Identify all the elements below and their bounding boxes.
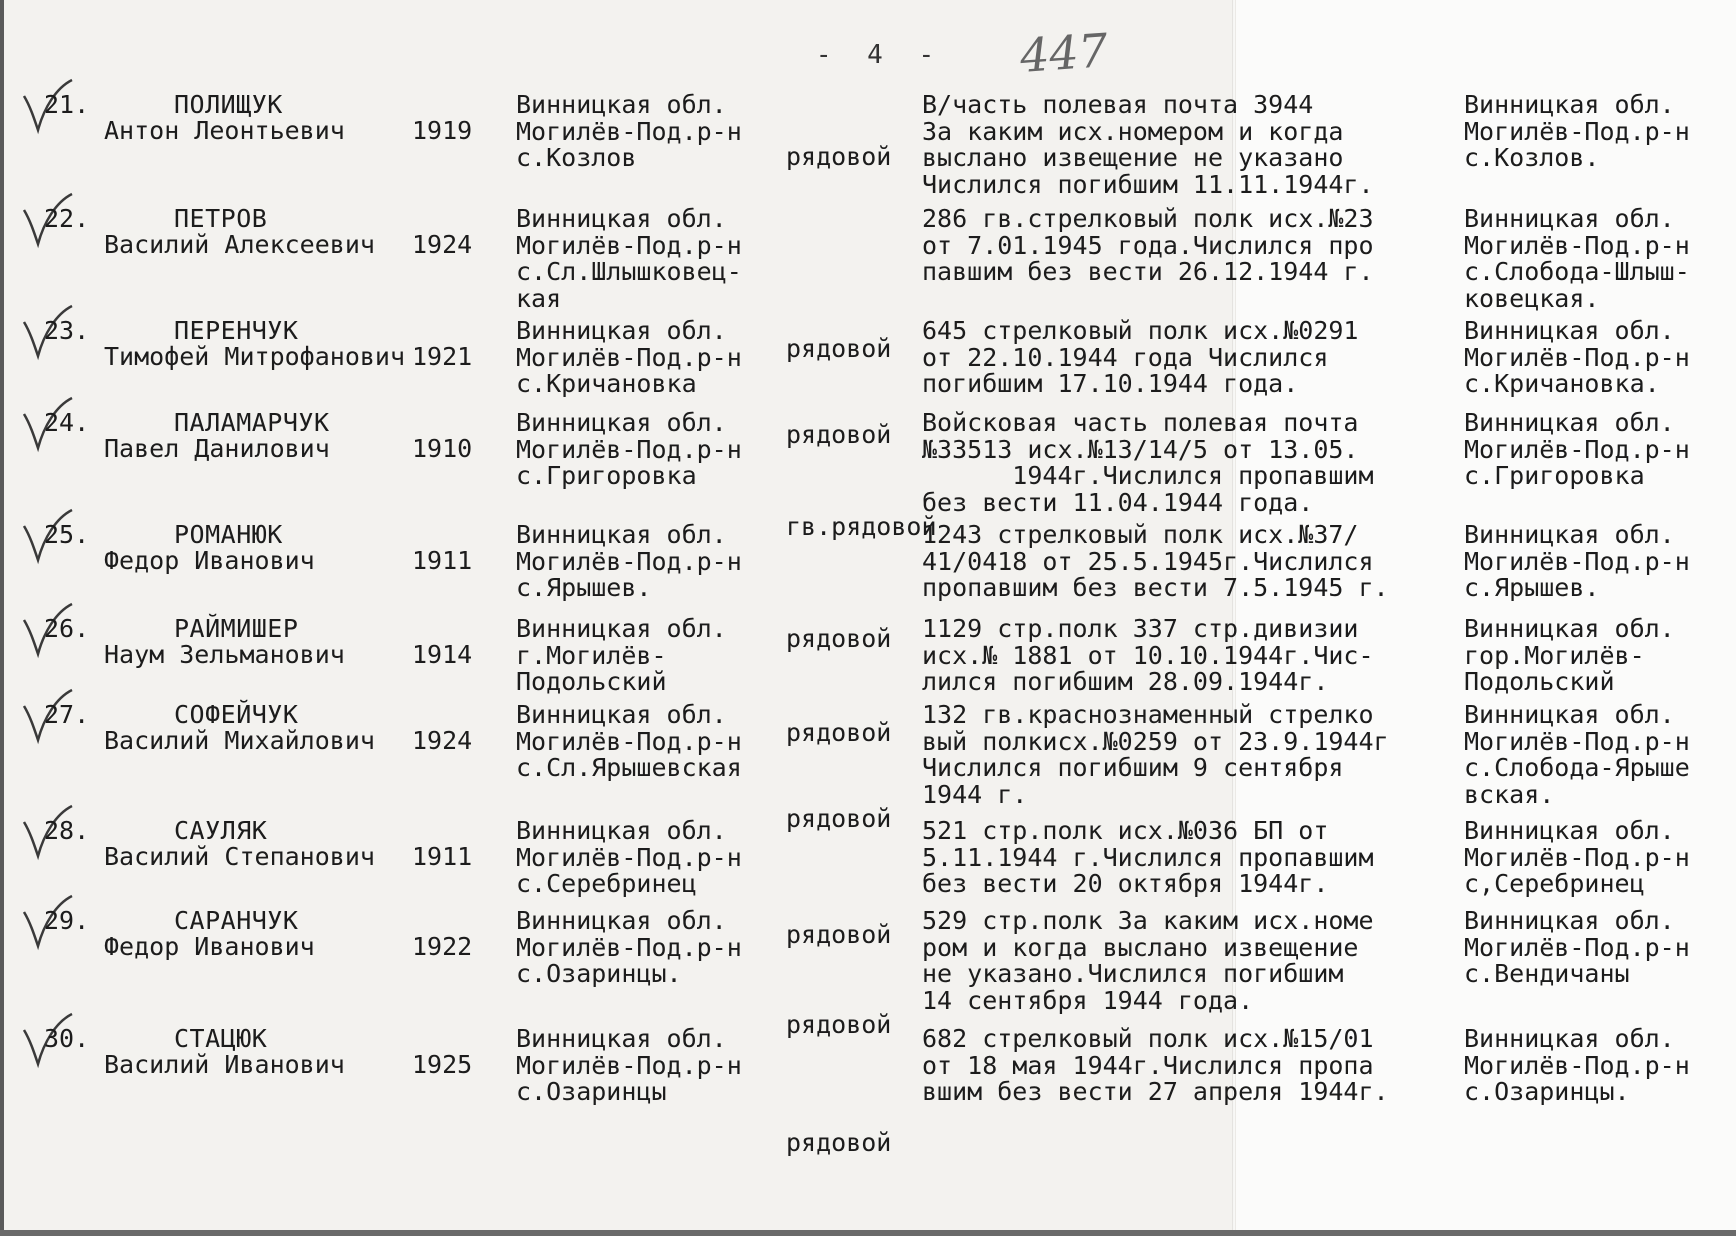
entry-birth-year: 1921	[412, 342, 473, 371]
entry-given-names: Василий Степанович	[104, 842, 375, 871]
entry-notice-text: Войсковая часть полевая почта №33513 исх.№13/14/5 от 13.05. 1944г.Числился пропавшим без вести 11.04.1944 года.	[922, 408, 1374, 517]
entry-given-names: Павел Данилович	[104, 434, 330, 463]
entry-birth-year: 1924	[412, 726, 473, 755]
scan-edge-bottom	[0, 1230, 1736, 1236]
entry-given-names: Василий Михайлович	[104, 726, 375, 755]
entry-birth-year: 1911	[412, 842, 473, 871]
entry-rank: рядовой	[786, 420, 892, 449]
entry-rank: гв.рядовой	[786, 512, 937, 541]
entry-surname: ПЕРЕНЧУК	[174, 316, 299, 345]
entry-surname: ПАЛАМАРЧУК	[174, 408, 330, 437]
entry-birth-year: 1914	[412, 640, 473, 669]
entry-surname: СТАЦЮК	[174, 1024, 268, 1053]
entry-surname: ПЕТРОВ	[174, 204, 268, 233]
entry-birth-year: 1925	[412, 1050, 473, 1079]
entry-birth-year: 1924	[412, 230, 473, 259]
entry-place-of-origin: Винницкая обл. Могилёв-Под.р-н с.Серебринец	[516, 816, 742, 898]
entry-family-address: Винницкая обл. Могилёв-Под.р-н с,Серебринец	[1464, 816, 1690, 898]
entry-rank: рядовой	[786, 334, 892, 363]
entry-family-address: Винницкая обл. Могилёв-Под.р-н с.Григоровка	[1464, 408, 1690, 490]
entry-family-address: Винницкая обл. Могилёв-Под.р-н с.Кричановка.	[1464, 316, 1690, 398]
entry-notice-text: 682 стрелковый полк исх.№15/01 от 18 мая 1944г.Числился пропа вшим без вести 27 апреля 1944г.	[922, 1024, 1389, 1106]
entry-rank: рядовой	[786, 920, 892, 949]
entry-surname: РАЙМИШЕР	[174, 614, 299, 643]
entry-number: 29.	[44, 906, 90, 935]
entry-rank: рядовой	[786, 804, 892, 833]
handwritten-archive-mark: 447	[1018, 23, 1110, 83]
entry-place-of-origin: Винницкая обл. Могилёв-Под.р-н с.Сл.Шлышковец- кая	[516, 204, 742, 313]
entry-surname: ПОЛИЩУК	[174, 90, 283, 119]
entry-rank: рядовой	[786, 718, 892, 747]
entry-rank: рядовой	[786, 1128, 892, 1157]
entry-notice-text: 286 гв.стрелковый полк исх.№23 от 7.01.1945 года.Числился про павшим без вести 26.12.1944 г.	[922, 204, 1374, 286]
entry-number: 30.	[44, 1024, 90, 1053]
entry-surname: САРАНЧУК	[174, 906, 299, 935]
entry-rank: рядовой	[786, 624, 892, 653]
entry-family-address: Винницкая обл. Могилёв-Под.р-н с.Вендичаны	[1464, 906, 1690, 988]
entry-number: 25.	[44, 520, 90, 549]
entry-family-address: Винницкая обл. Могилёв-Под.р-н с.Слобода-Ярыше вская.	[1464, 700, 1690, 809]
entry-place-of-origin: Винницкая обл. Могилёв-Под.р-н с.Сл.Ярышевская	[516, 700, 742, 782]
entry-notice-text: 521 стр.полк исх.№036 БП от 5.11.1944 г.Числился пропавшим без вести 20 октября 1944г.	[922, 816, 1374, 898]
entry-place-of-origin: Винницкая обл. г.Могилёв- Подольский	[516, 614, 727, 696]
entry-family-address: Винницкая обл. Могилёв-Под.р-н с.Озаринцы.	[1464, 1024, 1690, 1106]
entry-surname: РОМАНЮК	[174, 520, 283, 549]
entry-number: 28.	[44, 816, 90, 845]
entry-birth-year: 1910	[412, 434, 473, 463]
entry-birth-year: 1922	[412, 932, 473, 961]
entry-birth-year: 1919	[412, 116, 473, 145]
entry-family-address: Винницкая обл. гор.Могилёв- Подольский	[1464, 614, 1675, 696]
entry-family-address: Винницкая обл. Могилёв-Под.р-н с.Слобода-Шлыш- ковецкая.	[1464, 204, 1690, 313]
entry-number: 26.	[44, 614, 90, 643]
entry-given-names: Федор Иванович	[104, 932, 315, 961]
entry-notice-text: 1129 стр.полк 337 стр.дивизии исх.№ 1881 от 10.10.1944г.Чис- лился погибшим 28.09.1944г.	[922, 614, 1374, 696]
entry-surname: САУЛЯК	[174, 816, 268, 845]
entry-given-names: Тимофей Митрофанович	[104, 342, 406, 371]
entry-place-of-origin: Винницкая обл. Могилёв-Под.р-н с.Козлов	[516, 90, 742, 172]
page-number: - 4 -	[815, 40, 945, 70]
entry-place-of-origin: Винницкая обл. Могилёв-Под.р-н с.Озаринцы.	[516, 906, 742, 988]
entry-given-names: Василий Иванович	[104, 1050, 345, 1079]
entry-family-address: Винницкая обл. Могилёв-Под.р-н с.Ярышев.	[1464, 520, 1690, 602]
entry-notice-text: 1243 стрелковый полк исх.№37/ 41/0418 от 25.5.1945г.Числился пропавшим без вести 7.5.1945 г.	[922, 520, 1389, 602]
list-item	[0, 1024, 1736, 1157]
entry-number: 23.	[44, 316, 90, 345]
entry-number: 22.	[44, 204, 90, 233]
entry-birth-year: 1911	[412, 546, 473, 575]
entry-number: 24.	[44, 408, 90, 437]
entry-notice-text: В/часть полевая почта 3944 За каким исх.номером и когда выслано извещение не указано Числился погибшим 11.11.1944г.	[922, 90, 1374, 199]
entry-place-of-origin: Винницкая обл. Могилёв-Под.р-н с.Озаринцы	[516, 1024, 742, 1106]
entry-notice-text: 645 стрелковый полк исх.№0291 от 22.10.1944 года Числился погибшим 17.10.1944 года.	[922, 316, 1359, 398]
entry-rank: рядовой	[786, 1010, 892, 1039]
entry-number: 27.	[44, 700, 90, 729]
list-item	[0, 90, 1736, 199]
entry-notice-text: 529 стр.полк За каким исх.номе ром и когда выслано извещение не указано.Числился погибшим 14 сентября 1944 года.	[922, 906, 1374, 1015]
entry-family-address: Винницкая обл. Могилёв-Под.р-н с.Козлов.	[1464, 90, 1690, 172]
entry-notice-text: 132 гв.краснознаменный стрелко вый полкисх.№0259 от 23.9.1944г Числился погибшим 9 сентября 1944 г.	[922, 700, 1389, 809]
entry-given-names: Василий Алексеевич	[104, 230, 375, 259]
entry-given-names: Антон Леонтьевич	[104, 116, 345, 145]
entry-surname: СОФЕЙЧУК	[174, 700, 299, 729]
entry-given-names: Федор Иванович	[104, 546, 315, 575]
entry-number: 21.	[44, 90, 90, 119]
entry-place-of-origin: Винницкая обл. Могилёв-Под.р-н с.Кричановка	[516, 316, 742, 398]
entry-place-of-origin: Винницкая обл. Могилёв-Под.р-н с.Ярышев.	[516, 520, 742, 602]
entry-place-of-origin: Винницкая обл. Могилёв-Под.р-н с.Григоровка	[516, 408, 742, 490]
entry-given-names: Наум Зельманович	[104, 640, 345, 669]
entry-rank: рядовой	[786, 142, 892, 171]
